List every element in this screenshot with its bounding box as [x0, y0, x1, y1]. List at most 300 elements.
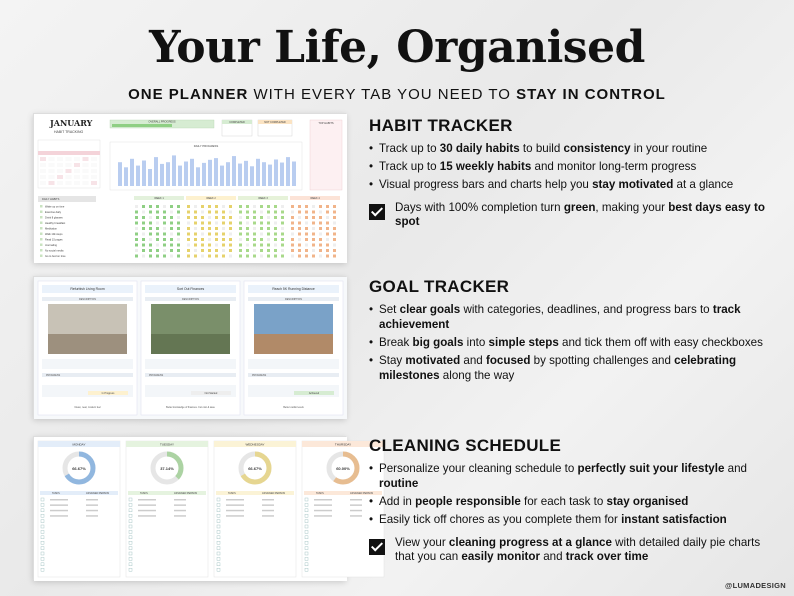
habit-cell — [253, 205, 256, 208]
habit-cell — [298, 216, 301, 219]
habit-cell — [319, 255, 322, 258]
person-line — [86, 504, 98, 506]
habit-cell — [312, 249, 315, 252]
habit-cell — [142, 249, 145, 252]
daily-bar — [154, 157, 158, 186]
day-name: MONDAY — [72, 442, 86, 447]
goal-tracker-screenshot — [33, 276, 346, 418]
calendar-cell — [83, 181, 89, 185]
habit-cell — [208, 244, 211, 247]
habit-cell — [201, 255, 204, 258]
habit-cell — [229, 222, 232, 225]
habit-cell — [333, 227, 336, 230]
calendar-cell — [66, 169, 72, 173]
habit-cell — [170, 233, 173, 236]
habit-cell — [260, 249, 263, 252]
habit-check-text: Days with 100% completion turn green, making your best days easy to spot — [395, 201, 765, 228]
daily-bar — [178, 166, 182, 186]
habit-cell — [267, 222, 270, 225]
habit-cell — [229, 255, 232, 258]
day-pct: 66.67% — [72, 466, 86, 471]
habit-cell — [298, 255, 301, 258]
habit-cell — [170, 255, 173, 258]
habit-name: Read 15 pages — [45, 238, 63, 242]
habit-cell — [291, 238, 294, 241]
habit-cell — [163, 233, 166, 236]
habit-cell — [208, 205, 211, 208]
calendar-cell — [91, 175, 97, 179]
habit-cell — [194, 244, 197, 247]
progress-label: PROGRESS — [252, 374, 267, 377]
habit-cell — [312, 205, 315, 208]
habit-cell — [281, 244, 284, 247]
calendar-cell — [83, 175, 89, 179]
habit-cell — [194, 222, 197, 225]
daily-bar — [166, 162, 170, 186]
habit-cell — [135, 205, 138, 208]
habit-cell — [208, 238, 211, 241]
habit-cell — [170, 205, 173, 208]
habit-cell — [163, 249, 166, 252]
goal-photo-detail — [48, 334, 127, 354]
mini-calendar — [38, 140, 100, 188]
habit-cell — [319, 211, 322, 214]
habit-cell — [156, 205, 159, 208]
habit-cell — [333, 244, 336, 247]
habit-cell — [253, 211, 256, 214]
cleaning-check-text: View your cleaning progress at a glance with detailed daily pie charts that you can easily monitor and track over time — [395, 536, 761, 563]
day-card — [126, 441, 208, 577]
description-label: DESCRIPTION — [78, 298, 97, 301]
habit-dot — [40, 227, 43, 230]
calendar-cell — [49, 175, 55, 179]
habit-cell — [305, 222, 308, 225]
habit-cell — [170, 249, 173, 252]
daily-bar — [208, 160, 212, 186]
daily-progress-label: DAILY PROGRESS — [193, 144, 219, 148]
day-name: TUESDAY — [160, 442, 174, 447]
habit-cell — [246, 227, 249, 230]
habit-cell — [239, 233, 242, 236]
habit-cell — [253, 249, 256, 252]
habit-cell — [142, 205, 145, 208]
person-line — [350, 510, 362, 512]
habit-cell — [170, 211, 173, 214]
habit-cell — [298, 205, 301, 208]
habit-cell — [246, 205, 249, 208]
habit-cell — [267, 233, 270, 236]
habit-cell — [326, 227, 329, 230]
daily-bar — [256, 159, 260, 186]
task-line — [314, 515, 332, 517]
daily-bar — [148, 169, 152, 186]
habit-cell — [201, 205, 204, 208]
habit-cell — [260, 222, 263, 225]
habit-cell — [229, 227, 232, 230]
day-name: WEDNESDAY — [245, 442, 265, 447]
daily-bar — [220, 166, 224, 186]
habit-name: Wake up on time — [45, 205, 65, 209]
habit-cell — [149, 205, 152, 208]
habit-cell — [312, 238, 315, 241]
calendar-cell — [49, 169, 55, 173]
habit-name: Drink 8 glasses — [45, 216, 63, 220]
person-line — [86, 499, 98, 501]
task-line — [50, 515, 68, 517]
habit-cell — [260, 244, 263, 247]
daily-bar — [280, 163, 284, 186]
habit-cell — [333, 238, 336, 241]
habit-cell — [177, 227, 180, 230]
calendar-cell — [40, 181, 46, 185]
credit-label: @LUMADESIGN — [724, 581, 786, 590]
daily-bar — [250, 166, 254, 186]
task-line — [50, 504, 68, 506]
daily-bar — [160, 164, 164, 186]
habit-cell — [319, 249, 322, 252]
habit-name: No social media — [45, 249, 64, 253]
habit-cell — [163, 238, 166, 241]
habit-cell — [291, 216, 294, 219]
check-icon — [369, 204, 385, 220]
person-line — [174, 504, 186, 506]
habit-cell — [319, 205, 322, 208]
calendar-cell — [49, 181, 55, 185]
habit-cell — [274, 244, 277, 247]
habit-cell — [194, 233, 197, 236]
habit-cell — [333, 255, 336, 258]
page-title: Your Life, Organised — [149, 22, 645, 73]
habit-cell — [260, 255, 263, 258]
progress-label: PROGRESS — [149, 374, 164, 377]
person-line — [262, 510, 274, 512]
daily-bar — [118, 162, 122, 186]
check-icon — [369, 539, 385, 555]
calendar-cell — [74, 169, 80, 173]
habit-cell — [170, 216, 173, 219]
habit-cell — [215, 249, 218, 252]
habit-cell — [274, 249, 277, 252]
habit-cell — [312, 216, 315, 219]
habit-cell — [163, 227, 166, 230]
subtitle-part2: WITH EVERY TAB YOU NEED TO — [248, 86, 517, 103]
habit-cell — [187, 211, 190, 214]
habit-cell — [201, 249, 204, 252]
habit-cell — [239, 238, 242, 241]
habit-cell — [177, 205, 180, 208]
habit-tracker-section — [369, 116, 769, 229]
task-line — [50, 499, 68, 501]
completed-label: COMPLETED — [229, 121, 245, 124]
habit-cell — [177, 233, 180, 236]
daily-bar — [190, 159, 194, 186]
daily-bar — [184, 162, 188, 186]
habit-cell — [142, 255, 145, 258]
task-line — [138, 499, 156, 501]
habit-cell — [260, 233, 263, 236]
habit-name: Walk 10k steps — [45, 232, 63, 236]
calendar-cell — [49, 163, 55, 167]
habit-cell — [326, 233, 329, 236]
calendar-cell — [74, 175, 80, 179]
task-line — [138, 515, 156, 517]
habit-bullet-2: • Track up to 15 weekly habits and monitor long-term progress — [369, 159, 769, 174]
habit-cell — [305, 216, 308, 219]
assigned-label: ASSIGNED PERSON — [350, 492, 374, 495]
day-card — [214, 441, 296, 577]
habit-cell — [326, 222, 329, 225]
habit-cell — [208, 227, 211, 230]
habit-cell — [149, 238, 152, 241]
habit-cell — [149, 244, 152, 247]
daily-bar — [232, 156, 236, 186]
habit-cell — [163, 205, 166, 208]
habit-cell — [260, 238, 263, 241]
calendar-cell — [74, 157, 80, 161]
habit-cell — [281, 211, 284, 214]
goal-status: Not Started — [204, 392, 218, 395]
habit-cell — [260, 205, 263, 208]
assigned-label: ASSIGNED PERSON — [86, 492, 110, 495]
habit-cell — [222, 222, 225, 225]
habit-cell — [253, 238, 256, 241]
habit-cell — [267, 216, 270, 219]
habit-cell — [135, 244, 138, 247]
habit-cell — [239, 249, 242, 252]
habit-cell — [253, 233, 256, 236]
cleaning-check-row — [369, 536, 769, 564]
habit-cell — [156, 255, 159, 258]
habit-cell — [135, 227, 138, 230]
habit-cell — [208, 255, 211, 258]
calendar-cell — [66, 157, 72, 161]
tasks-label: TASKS — [228, 492, 236, 495]
day-card — [38, 441, 120, 577]
calendar-cell — [49, 157, 55, 161]
habit-cell — [312, 233, 315, 236]
calendar-header — [38, 151, 100, 155]
task-line — [314, 504, 332, 506]
habit-cell — [215, 227, 218, 230]
habit-cell — [319, 238, 322, 241]
goal-title: Sort Out Finances — [176, 287, 205, 291]
habit-cell — [267, 205, 270, 208]
habit-cell — [267, 255, 270, 258]
goal-dates — [248, 359, 339, 369]
habit-cell — [246, 238, 249, 241]
habit-cell — [319, 227, 322, 230]
habit-cell — [208, 233, 211, 236]
habit-cell — [194, 216, 197, 219]
habit-bullet-1: • Track up to 30 daily habits to build consistency in your routine — [369, 141, 769, 156]
habit-cell — [170, 244, 173, 247]
habit-cell — [229, 216, 232, 219]
calendar-cell — [57, 181, 63, 185]
habit-cell — [326, 244, 329, 247]
person-line — [262, 504, 274, 506]
calendar-cell — [74, 181, 80, 185]
task-line — [226, 515, 244, 517]
habit-cell — [163, 244, 166, 247]
habit-cell — [142, 244, 145, 247]
habit-cell — [156, 222, 159, 225]
habit-cell — [177, 244, 180, 247]
habit-tracker-preview — [34, 114, 347, 263]
week-label: WEEK 2 — [206, 197, 216, 200]
habit-cell — [201, 244, 204, 247]
goal-tracker-heading: GOAL TRACKER — [369, 277, 510, 296]
habit-cell — [305, 211, 308, 214]
habit-cell — [298, 222, 301, 225]
habit-cell — [208, 249, 211, 252]
habit-cell — [239, 227, 242, 230]
habit-cell — [142, 222, 145, 225]
task-line — [226, 504, 244, 506]
habit-cell — [312, 244, 315, 247]
habit-cell — [246, 216, 249, 219]
daily-bar — [136, 166, 140, 186]
daily-bar — [226, 162, 230, 186]
month-sub: HABIT TRACKING — [54, 130, 84, 134]
daily-bar — [142, 161, 146, 187]
habit-cell — [281, 233, 284, 236]
habit-cell — [305, 249, 308, 252]
daily-bar — [124, 167, 128, 186]
day-pct: 60.00% — [336, 466, 350, 471]
habit-cell — [135, 222, 138, 225]
top-habits-label: TOP HABITS — [318, 122, 334, 125]
habit-cell — [187, 227, 190, 230]
habit-cell — [260, 211, 263, 214]
habit-name: Healthy breakfast — [45, 221, 66, 225]
habit-cell — [291, 255, 294, 258]
calendar-cell — [83, 163, 89, 167]
habit-cell — [239, 211, 242, 214]
task-line — [226, 510, 244, 512]
habit-cell — [298, 227, 301, 230]
goal-tracker-preview — [34, 277, 347, 419]
habit-name: Exercise daily — [45, 210, 62, 214]
habit-name: Meditation — [45, 227, 57, 231]
habit-cell — [215, 233, 218, 236]
habit-cell — [305, 244, 308, 247]
task-line — [314, 510, 332, 512]
habit-cell — [281, 238, 284, 241]
habit-cell — [201, 211, 204, 214]
habit-cell — [305, 255, 308, 258]
habit-cell — [246, 233, 249, 236]
daily-bar — [202, 163, 206, 186]
habit-cell — [222, 227, 225, 230]
habit-dot — [40, 222, 43, 225]
daily-bar — [244, 161, 248, 186]
habit-cell — [215, 255, 218, 258]
habit-cell — [142, 227, 145, 230]
habit-cell — [194, 227, 197, 230]
habit-cell — [177, 222, 180, 225]
page-subtitle — [0, 86, 794, 103]
description-label: DESCRIPTION — [181, 298, 200, 301]
habit-cell — [156, 211, 159, 214]
habit-cell — [298, 211, 301, 214]
habit-cell — [222, 255, 225, 258]
habit-cell — [149, 255, 152, 258]
habit-cell — [156, 249, 159, 252]
task-line — [138, 504, 156, 506]
goal-result: Better knowledge of finances. Cut cost & save — [166, 406, 215, 409]
habit-cell — [239, 205, 242, 208]
habit-cell — [208, 211, 211, 214]
habit-cell — [229, 249, 232, 252]
habit-cell — [267, 244, 270, 247]
habit-cell — [253, 216, 256, 219]
habit-cell — [135, 211, 138, 214]
habit-cell — [135, 216, 138, 219]
person-line — [174, 515, 186, 517]
calendar-cell — [40, 175, 46, 179]
daily-bar — [292, 162, 296, 186]
habit-cell — [215, 211, 218, 214]
habit-cell — [246, 244, 249, 247]
task-line — [314, 499, 332, 501]
habit-cell — [142, 233, 145, 236]
habit-cell — [156, 227, 159, 230]
calendar-cell — [57, 157, 63, 161]
habit-cell — [298, 244, 301, 247]
habit-cell — [229, 211, 232, 214]
habit-check-row — [369, 201, 769, 229]
daily-bar — [286, 157, 290, 186]
person-line — [350, 499, 362, 501]
assigned-label: ASSIGNED PERSON — [174, 492, 198, 495]
daily-bar — [172, 155, 176, 186]
habit-cell — [149, 211, 152, 214]
tasks-label: TASKS — [140, 492, 148, 495]
calendar-cell — [57, 163, 63, 167]
person-line — [262, 499, 274, 501]
task-line — [138, 510, 156, 512]
habit-cell — [305, 205, 308, 208]
habit-cell — [312, 255, 315, 258]
habit-cell — [298, 249, 301, 252]
habit-cell — [156, 233, 159, 236]
tasks-label: TASKS — [52, 492, 60, 495]
habit-cell — [222, 244, 225, 247]
person-line — [350, 504, 362, 506]
calendar-cell — [91, 163, 97, 167]
habit-cell — [149, 227, 152, 230]
habit-name: Go to bed on time — [45, 254, 66, 258]
habit-cell — [187, 238, 190, 241]
habit-dot — [40, 238, 43, 241]
habit-cell — [194, 255, 197, 258]
calendar-cell — [83, 157, 89, 161]
habit-cell — [149, 249, 152, 252]
calendar-cell — [66, 181, 72, 185]
habit-bullet-3: • Visual progress bars and charts help you stay motivated at a glance — [369, 177, 769, 192]
habit-cell — [333, 249, 336, 252]
daily-bar — [262, 162, 266, 186]
habit-cell — [177, 249, 180, 252]
daily-bar — [130, 159, 134, 186]
habit-cell — [267, 238, 270, 241]
habit-cell — [260, 227, 263, 230]
habit-cell — [326, 249, 329, 252]
calendar-cell — [40, 169, 46, 173]
habit-cell — [222, 249, 225, 252]
task-line — [226, 499, 244, 501]
daily-bar — [196, 167, 200, 186]
